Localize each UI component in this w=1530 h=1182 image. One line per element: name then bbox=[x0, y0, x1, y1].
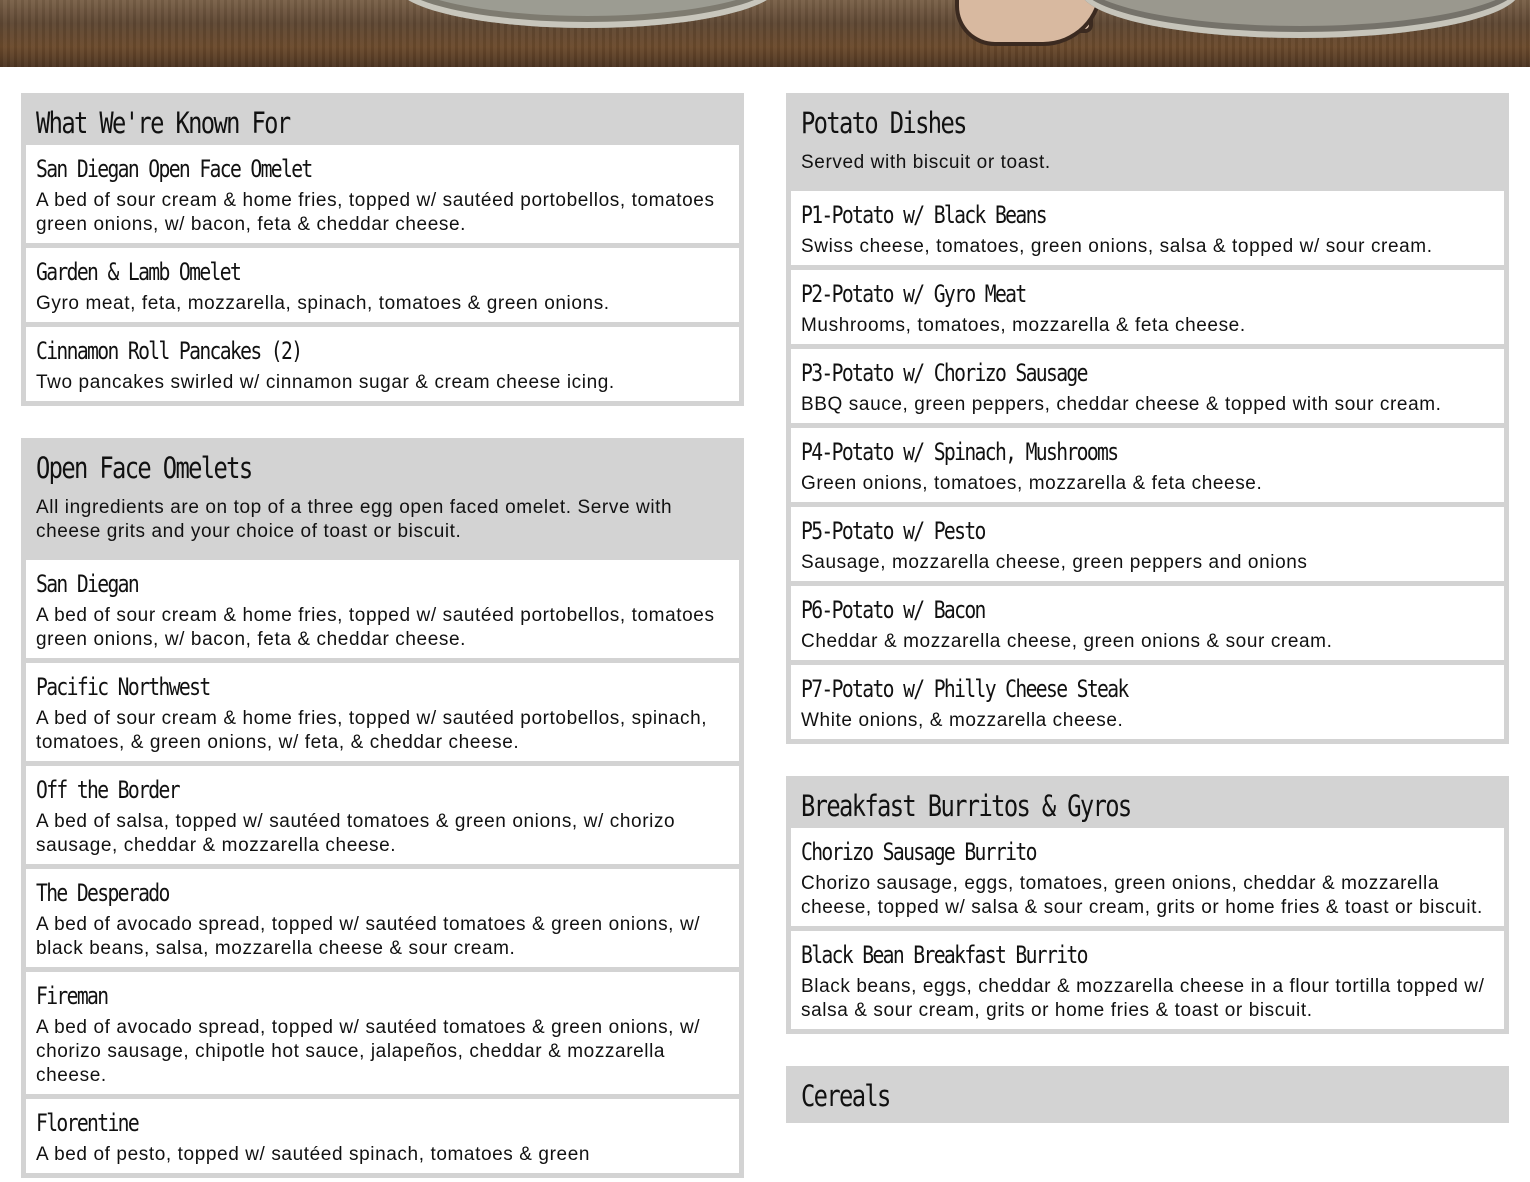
menu-item-name: P3-Potato w/ Chorizo Sausage bbox=[801, 359, 1087, 387]
menu-item-name: Florentine bbox=[36, 1109, 139, 1137]
menu-item-description: A bed of sour cream & home fries, topped w/ sautéed portobellos, tomatoes green onions, w/ bacon, feta & cheddar cheese. bbox=[36, 605, 715, 650]
menu-item-name: San Diegan bbox=[36, 570, 139, 598]
menu-section-what-we-re-known-for bbox=[21, 93, 744, 406]
menu-item-name: Off the Border bbox=[36, 776, 179, 804]
menu-item-description: Black beans, eggs, cheddar & mozzarella cheese in a flour tortilla topped w/ salsa & sour cream, grits or home fries & toast or biscuit. bbox=[801, 976, 1485, 1021]
section-title: Potato Dishes bbox=[801, 106, 966, 140]
menu-item-description: A bed of sour cream & home fries, topped w/ sautéed portobellos, tomatoes green onions, w/ bacon, feta & cheddar cheese. bbox=[36, 190, 715, 235]
menu-item bbox=[791, 931, 1504, 1029]
menu-item-name: Chorizo Sausage Burrito bbox=[801, 838, 1036, 866]
section-header bbox=[791, 1066, 1504, 1118]
menu-item bbox=[791, 270, 1504, 344]
menu-item-name: Pacific Northwest bbox=[36, 673, 210, 701]
menu-item-name: Fireman bbox=[36, 982, 108, 1010]
menu-item-description: Sausage, mozzarella cheese, green peppers and onions bbox=[801, 552, 1308, 573]
menu-item-name: P1-Potato w/ Black Beans bbox=[801, 201, 1047, 229]
menu-item-description: White onions, & mozzarella cheese. bbox=[801, 710, 1124, 731]
menu-column-left bbox=[21, 93, 744, 1178]
menu-item bbox=[26, 145, 739, 243]
section-header bbox=[791, 93, 1504, 191]
menu-item-name: Garden & Lamb Omelet bbox=[36, 258, 241, 286]
menu-item-description: A bed of avocado spread, topped w/ sautéed tomatoes & green onions, w/ black beans, salsa, mozzarella cheese & sour cream. bbox=[36, 914, 701, 959]
menu-item-name: P4-Potato w/ Spinach, Mushrooms bbox=[801, 438, 1118, 466]
menu-item-description: Chorizo sausage, eggs, tomatoes, green onions, cheddar & mozzarella cheese, topped w/ salsa & sour cream, grits or home fries & toast or biscuit. bbox=[801, 873, 1483, 918]
menu-item bbox=[26, 766, 739, 864]
menu-item-name: Cinnamon Roll Pancakes (2) bbox=[36, 337, 302, 365]
menu-item-description: A bed of salsa, topped w/ sautéed tomatoes & green onions, w/ chorizo sausage, cheddar & mozzarella cheese. bbox=[36, 811, 676, 856]
menu-item-name: P7-Potato w/ Philly Cheese Steak bbox=[801, 675, 1128, 703]
menu-item-description: A bed of avocado spread, topped w/ sautéed tomatoes & green onions, w/ chorizo sausage, chipotle hot sauce, jalapeños, cheddar & mozzarella cheese. bbox=[36, 1017, 701, 1086]
menu-item bbox=[26, 972, 739, 1094]
menu-item bbox=[791, 507, 1504, 581]
section-title: What We're Known For bbox=[36, 106, 290, 140]
section-header bbox=[791, 776, 1504, 828]
menu-item-description: A bed of sour cream & home fries, topped w/ sautéed portobellos, spinach, tomatoes, & green onions, w/ feta, & cheddar cheese. bbox=[36, 708, 708, 753]
menu-item-name: P6-Potato w/ Bacon bbox=[801, 596, 985, 624]
menu-item-name: P5-Potato w/ Pesto bbox=[801, 517, 985, 545]
menu-item-description: Swiss cheese, tomatoes, green onions, salsa & topped w/ sour cream. bbox=[801, 236, 1433, 257]
menu-item-description: Mushrooms, tomatoes, mozzarella & feta cheese. bbox=[801, 315, 1246, 336]
menu-item bbox=[791, 191, 1504, 265]
menu-item bbox=[791, 828, 1504, 926]
menu-section-cereals bbox=[786, 1066, 1509, 1123]
menu-item-description: Green onions, tomatoes, mozzarella & feta cheese. bbox=[801, 473, 1263, 494]
menu-item bbox=[791, 349, 1504, 423]
section-description: Served with biscuit or toast. bbox=[801, 152, 1051, 173]
menu-item-name: P2-Potato w/ Gyro Meat bbox=[801, 280, 1026, 308]
menu-section-potato-dishes bbox=[786, 93, 1509, 744]
menu-section-open-face-omelets bbox=[21, 438, 744, 1178]
menu-item bbox=[26, 560, 739, 658]
menu-item-name: The Desperado bbox=[36, 879, 169, 907]
menu-item bbox=[26, 663, 739, 761]
section-header bbox=[26, 93, 739, 145]
menu-item bbox=[791, 665, 1504, 739]
menu-item-name: San Diegan Open Face Omelet bbox=[36, 155, 312, 183]
menu-item bbox=[26, 327, 739, 401]
hero-banner-image bbox=[0, 0, 1530, 67]
menu-section-breakfast-burritos-gyros bbox=[786, 776, 1509, 1034]
menu-item bbox=[26, 248, 739, 322]
menu-item-description: Two pancakes swirled w/ cinnamon sugar & cream cheese icing. bbox=[36, 372, 615, 393]
menu-item-description: BBQ sauce, green peppers, cheddar cheese & topped with sour cream. bbox=[801, 394, 1442, 415]
menu-item-name: Black Bean Breakfast Burrito bbox=[801, 941, 1087, 969]
menu-column-right bbox=[786, 93, 1509, 1123]
menu-item bbox=[791, 428, 1504, 502]
menu-item-description: Gyro meat, feta, mozzarella, spinach, tomatoes & green onions. bbox=[36, 293, 610, 314]
section-title: Breakfast Burritos & Gyros bbox=[801, 789, 1131, 823]
menu-item-description: A bed of pesto, topped w/ sautéed spinach, tomatoes & green bbox=[36, 1144, 591, 1165]
menu-item bbox=[791, 586, 1504, 660]
menu-item-description: Cheddar & mozzarella cheese, green onions & sour cream. bbox=[801, 631, 1333, 652]
menu-item bbox=[26, 869, 739, 967]
section-title: Open Face Omelets bbox=[36, 451, 252, 485]
section-description: All ingredients are on top of a three egg open faced omelet. Serve with cheese grits and your choice of toast or biscuit. bbox=[36, 497, 673, 542]
section-title: Cereals bbox=[801, 1079, 890, 1113]
section-header bbox=[26, 438, 739, 560]
menu-item bbox=[26, 1099, 739, 1173]
